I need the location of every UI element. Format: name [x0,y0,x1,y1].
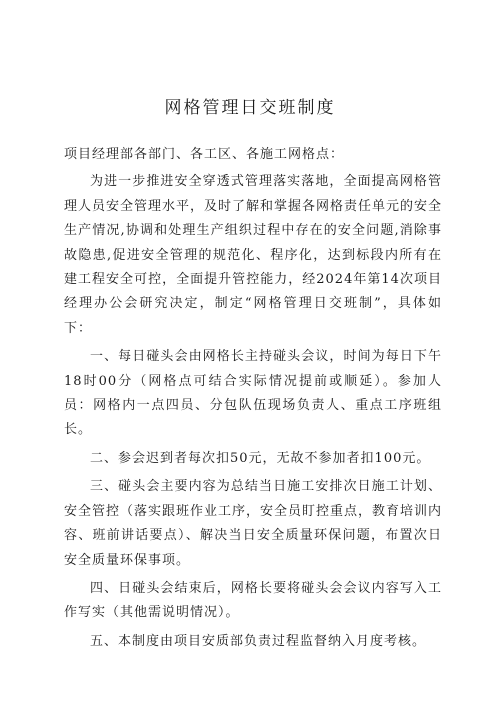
paragraph-rule-1: 一、每日碰头会由网格长主持碰头会议，时间为每日下午18时00分（网格点可结合实际情况提前或顺延）。参加人员：网格内一点四员、分包队伍现场负责人、重点工序班组长。 [64,349,442,438]
document-title: 网格管理日交班制度 [164,98,336,118]
paragraph-rule-5: 五、本制度由项目安质部负责过程监督纳入月度考核。 [90,633,427,649]
paragraph-rule-3: 三、碰头会主要内容为总结当日施工安排次日施工计划、安全管控（落实跟班作业工序，安全员盯控重点，教育培训内容、班前讲话要点）、解决当日安全质量环保问题，布置次日安全质量环保事项。 [64,479,443,568]
paragraph-rule-2: 二、参会迟到者每次扣50元，无故不参加者扣100元。 [90,450,431,466]
salutation: 项目经理部各部门、各工区、各施工网格点： [64,147,345,162]
paragraph-rule-4: 四、日碰头会结束后，网格长要将碰头会会议内容写入工作写实（其他需说明情况）。 [64,580,442,621]
paragraph-intro: 为进一步推进安全穿透式管理落实落地，全面提高网格管理人员安全管理水平，及时了解和掌握各网格责任单元的安全生产情况,协调和处理生产组织过程中存在的安全问题,消除事故隐患,促进安全管理的规范化、程序化，达到标段内所有在建工程安全可控，全面提升管控能力，经2024年第14次项目经理办公会研究决定，制定“网格管理日交班制”，具体如下： [64,174,443,336]
document-body [64,143,442,654]
